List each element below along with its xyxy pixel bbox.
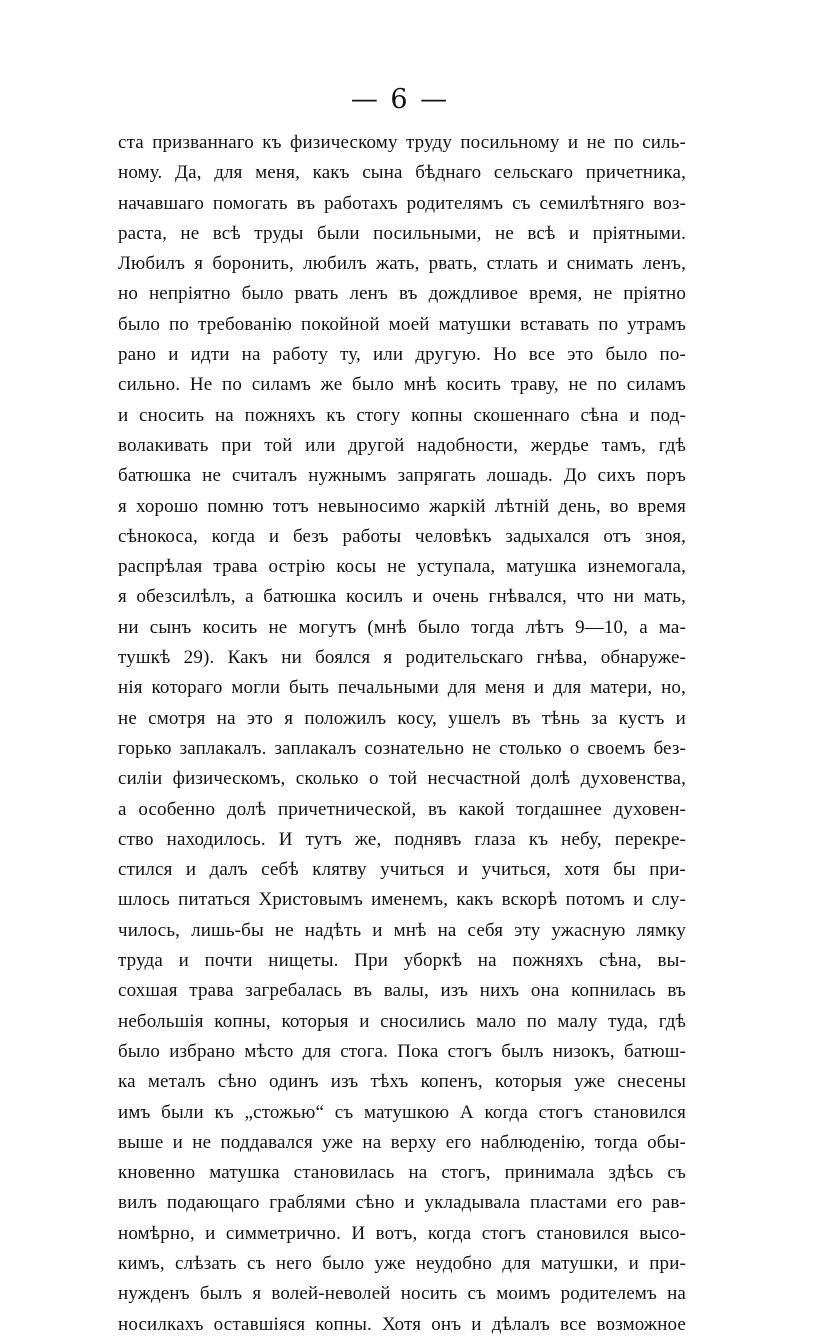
text-line: Любилъ я боронить, любилъ жать, рвать, стлать и снимать ленъ, (118, 253, 686, 275)
text-line: носилкахъ оставшіяся копны. Хотя онъ и дѣлалъ все возможное (118, 1313, 686, 1335)
text-line: ство находилось. И тутъ же, поднявъ глаза къ небу, перекре- (118, 828, 686, 850)
text-line: кновенно матушка становилась на стогъ, принимала здѣсь съ (118, 1162, 686, 1184)
text-line: имъ были къ „стожью“ съ матушкою А когда стогъ становился (118, 1101, 686, 1123)
body-text (118, 128, 686, 1340)
text-line: волакивать при той или другой надобности, жердье тамъ, гдѣ (118, 434, 686, 456)
text-line: сохшая трава загребалась въ валы, изъ нихъ она копнилась въ (118, 980, 686, 1002)
text-line: я хорошо помню тотъ невыносимо жаркій лѣтній день, во время (118, 495, 686, 517)
text-line: было избрано мѣсто для стога. Пока стогъ былъ низокъ, батюш- (118, 1040, 686, 1062)
text-line: стился и далъ себѣ клятву учиться и учиться, хотя бы при- (118, 859, 686, 881)
text-line: батюшка не считалъ нужнымъ запрягать лошадь. До сихъ поръ (118, 465, 686, 487)
text-line: ни сынъ косить не могутъ (мнѣ было тогда лѣтъ 9—10, а ма- (118, 616, 686, 638)
text-line: было по требованію покойной моей матушки вставать по утрамъ (118, 313, 686, 335)
text-line: чилось, лишь-бы не надѣть и мнѣ на себя эту ужасную лямку (118, 919, 686, 941)
text-line: начавшаго помогать въ работахъ родителямъ съ семилѣтняго воз- (118, 192, 686, 214)
text-line: вилъ подающаго граблями сѣно и укладывала пластами его рав- (118, 1192, 686, 1214)
text-line: но непріятно было рвать ленъ въ дождливое время, не пріятно (118, 283, 686, 305)
text-line: ка металъ сѣно одинъ изъ тѣхъ копенъ, которыя уже снесены (118, 1071, 686, 1093)
text-line: распрѣлая трава острію косы не уступала, матушка изнемогала, (118, 556, 686, 578)
text-line: я обезсилѣлъ, а батюшка косилъ и очень гнѣвался, что ни мать, (118, 586, 686, 608)
text-line: шлось питаться Христовымъ именемъ, какъ вскорѣ потомъ и слу- (118, 889, 686, 911)
text-line: рано и идти на работу ту, или другую. Но все это было по- (118, 344, 686, 366)
page-number: — 6 — (350, 84, 450, 115)
text-line: выше и не поддавался уже на верху его наблюденію, тогда обы- (118, 1131, 686, 1153)
text-line: ному. Да, для меня, какъ сына бѣднаго сельскаго причетника, (118, 162, 686, 184)
text-line: труда и почти нищеты. При уборкѣ на пожняхъ сѣна, вы- (118, 950, 686, 972)
text-line: нужденъ былъ я волей-неволей носить съ моимъ родителемъ на (118, 1283, 686, 1305)
text-line: а особенно долѣ причетнической, въ какой тогдашнее духовен- (118, 798, 686, 820)
text-line: горько заплакалъ. заплакалъ сознательно не столько о своемъ без- (118, 737, 686, 759)
text-line: ста призваннаго къ физическому труду посильному и не по силь- (118, 132, 686, 153)
text-line: сѣнокоса, когда и безъ работы человѣкъ задыхался отъ зноя, (118, 525, 686, 547)
text-line: сильно. Не по силамъ же было мнѣ косить траву, не по силамъ (118, 374, 686, 396)
text-line: силіи физическомъ, сколько о той несчастной долѣ духовенства, (118, 768, 686, 790)
text-line: кимъ, слѣзать съ него было уже неудобно для матушки, и при- (118, 1252, 686, 1274)
text-line: не смотря на это я положилъ косу, ушелъ въ тѣнь за кустъ и (118, 707, 686, 729)
text-line: нія котораго могли быть печальными для меня и для матери, но, (118, 677, 686, 699)
text-line: небольшія копны, которыя и сносились мало по малу туда, гдѣ (118, 1010, 686, 1032)
text-line: тушкѣ 29). Какъ ни боялся я родительскаго гнѣва, обнаруже- (118, 647, 686, 669)
text-line: и сносить на пожняхъ къ стогу копны скошеннаго сѣна и под- (118, 404, 686, 426)
text-line: номѣрно, и симметрично. И вотъ, когда стогъ становился высо- (118, 1222, 686, 1244)
text-line: раста, не всѣ труды были посильными, не всѣ и пріятными. (118, 222, 686, 244)
